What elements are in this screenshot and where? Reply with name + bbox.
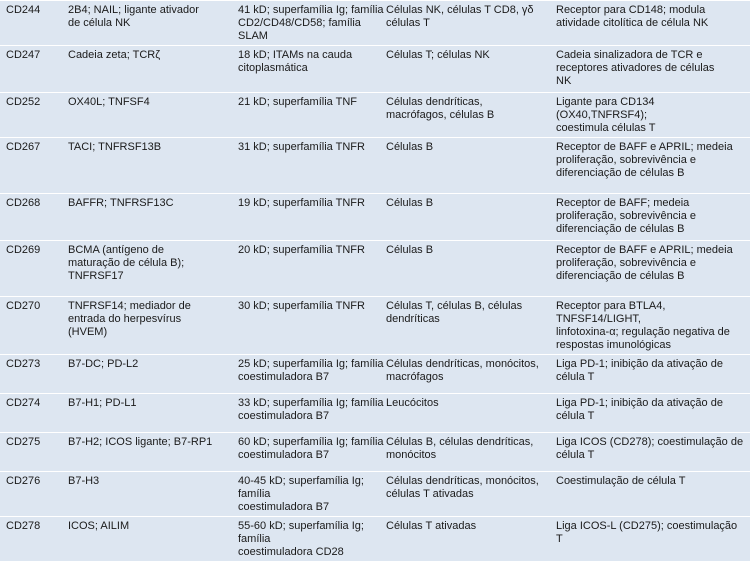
function-cell: Receptor para BTLA4, TNFSF14/LIGHT, linfotoxina-α; regulação negativa de respostas imunológicas: [556, 297, 750, 355]
function-cell: Receptor de BAFF e APRIL; medeia proliferação, sobrevivência e diferenciação de células B: [556, 138, 750, 194]
structure-cell: 33 kD; superfamília Ig; família coestimuladora B7: [238, 394, 386, 433]
table-row: [0, 194, 750, 241]
structure-cell: 25 kD; superfamília Ig; família coestimuladora B7: [238, 355, 386, 394]
molecule-name-cell: TNFRSF14; mediador de entrada do herpesvírus (HVEM): [63, 297, 238, 355]
function-cell: Ligante para CD134 (OX40,TNFRSF4); coestimula células T: [556, 93, 750, 138]
function-cell: Cadeia sinalizadora de TCR e receptores ativadores de células NK: [556, 46, 750, 93]
cd-code-cell: CD269: [0, 241, 63, 297]
table-row: [0, 241, 750, 297]
molecule-name-cell: TACI; TNFRSF13B: [63, 138, 238, 194]
structure-cell: 19 kD; superfamília TNFR: [238, 194, 386, 241]
structure-cell: 30 kD; superfamília TNFR: [238, 297, 386, 355]
table-row: [0, 138, 750, 194]
cell-types-cell: Células B: [386, 241, 556, 297]
cell-types-cell: Células T ativadas: [386, 517, 556, 562]
molecule-name-cell: B7-H3: [63, 472, 238, 517]
function-cell: Liga PD-1; inibição da ativação de célula T: [556, 394, 750, 433]
molecule-name-cell: B7-DC; PD-L2: [63, 355, 238, 394]
function-cell: Coestimulação de célula T: [556, 472, 750, 517]
cd-code-cell: CD275: [0, 433, 63, 472]
structure-cell: 41 kD; superfamília Ig; família CD2/CD48/CD58; família SLAM: [238, 1, 386, 46]
table-row: [0, 93, 750, 138]
function-cell: Receptor de BAFF e APRIL; medeia proliferação, sobrevivência e diferenciação de células B: [556, 241, 750, 297]
molecule-name-cell: Cadeia zeta; TCRζ: [63, 46, 238, 93]
cd-code-cell: CD273: [0, 355, 63, 394]
cell-types-cell: Células B, células dendríticas, monócitos: [386, 433, 556, 472]
structure-cell: 31 kD; superfamília TNFR: [238, 138, 386, 194]
cd-code-cell: CD274: [0, 394, 63, 433]
cd-code-cell: CD278: [0, 517, 63, 562]
table-row: [0, 394, 750, 433]
cd-code-cell: CD267: [0, 138, 63, 194]
function-cell: Receptor de BAFF; medeia proliferação, sobrevivência e diferenciação de células B: [556, 194, 750, 241]
table-row: [0, 46, 750, 93]
structure-cell: 55-60 kD; superfamília Ig; família coestimuladora CD28: [238, 517, 386, 562]
table-row: [0, 472, 750, 517]
molecule-name-cell: ICOS; AILIM: [63, 517, 238, 562]
function-cell: Receptor para CD148; modula atividade citolítica de célula NK: [556, 1, 750, 46]
molecule-name-cell: BAFFR; TNFRSF13C: [63, 194, 238, 241]
cell-types-cell: Células dendríticas, macrófagos, células B: [386, 93, 556, 138]
cell-types-cell: Células NK, células T CD8, γδ células T: [386, 1, 556, 46]
molecule-name-cell: B7-H2; ICOS ligante; B7-RP1: [63, 433, 238, 472]
table-row: [0, 355, 750, 394]
molecule-name-cell: OX40L; TNFSF4: [63, 93, 238, 138]
function-cell: Liga ICOS (CD278); coestimulação de célula T: [556, 433, 750, 472]
cd-code-cell: CD268: [0, 194, 63, 241]
table-row: [0, 517, 750, 562]
structure-cell: 21 kD; superfamília TNF: [238, 93, 386, 138]
cell-types-cell: Células T, células B, células dendríticas: [386, 297, 556, 355]
table-row: [0, 1, 750, 46]
cd-code-cell: CD270: [0, 297, 63, 355]
cd-code-cell: CD244: [0, 1, 63, 46]
cell-types-cell: Células B: [386, 138, 556, 194]
structure-cell: 60 kD; superfamília Ig; família coestimuladora B7: [238, 433, 386, 472]
molecule-name-cell: B7-H1; PD-L1: [63, 394, 238, 433]
cell-types-cell: Células dendríticas, monócitos, macrófagos: [386, 355, 556, 394]
structure-cell: 20 kD; superfamília TNFR: [238, 241, 386, 297]
molecule-name-cell: 2B4; NAIL; ligante ativador de célula NK: [63, 1, 238, 46]
structure-cell: 40-45 kD; superfamília Ig; família coestimuladora B7: [238, 472, 386, 517]
cell-types-cell: Células dendríticas, monócitos, células T ativadas: [386, 472, 556, 517]
function-cell: Liga ICOS-L (CD275); coestimulação T: [556, 517, 750, 562]
cd-code-cell: CD252: [0, 93, 63, 138]
cell-types-cell: Leucócitos: [386, 394, 556, 433]
table-row: [0, 297, 750, 355]
cell-types-cell: Células T; células NK: [386, 46, 556, 93]
cell-types-cell: Células B: [386, 194, 556, 241]
cd-code-cell: CD247: [0, 46, 63, 93]
function-cell: Liga PD-1; inibição da ativação de célula T: [556, 355, 750, 394]
molecule-name-cell: BCMA (antígeno de maturação de célula B); TNFRSF17: [63, 241, 238, 297]
cd-code-cell: CD276: [0, 472, 63, 517]
table-row: [0, 433, 750, 472]
structure-cell: 18 kD; ITAMs na cauda citoplasmática: [238, 46, 386, 93]
